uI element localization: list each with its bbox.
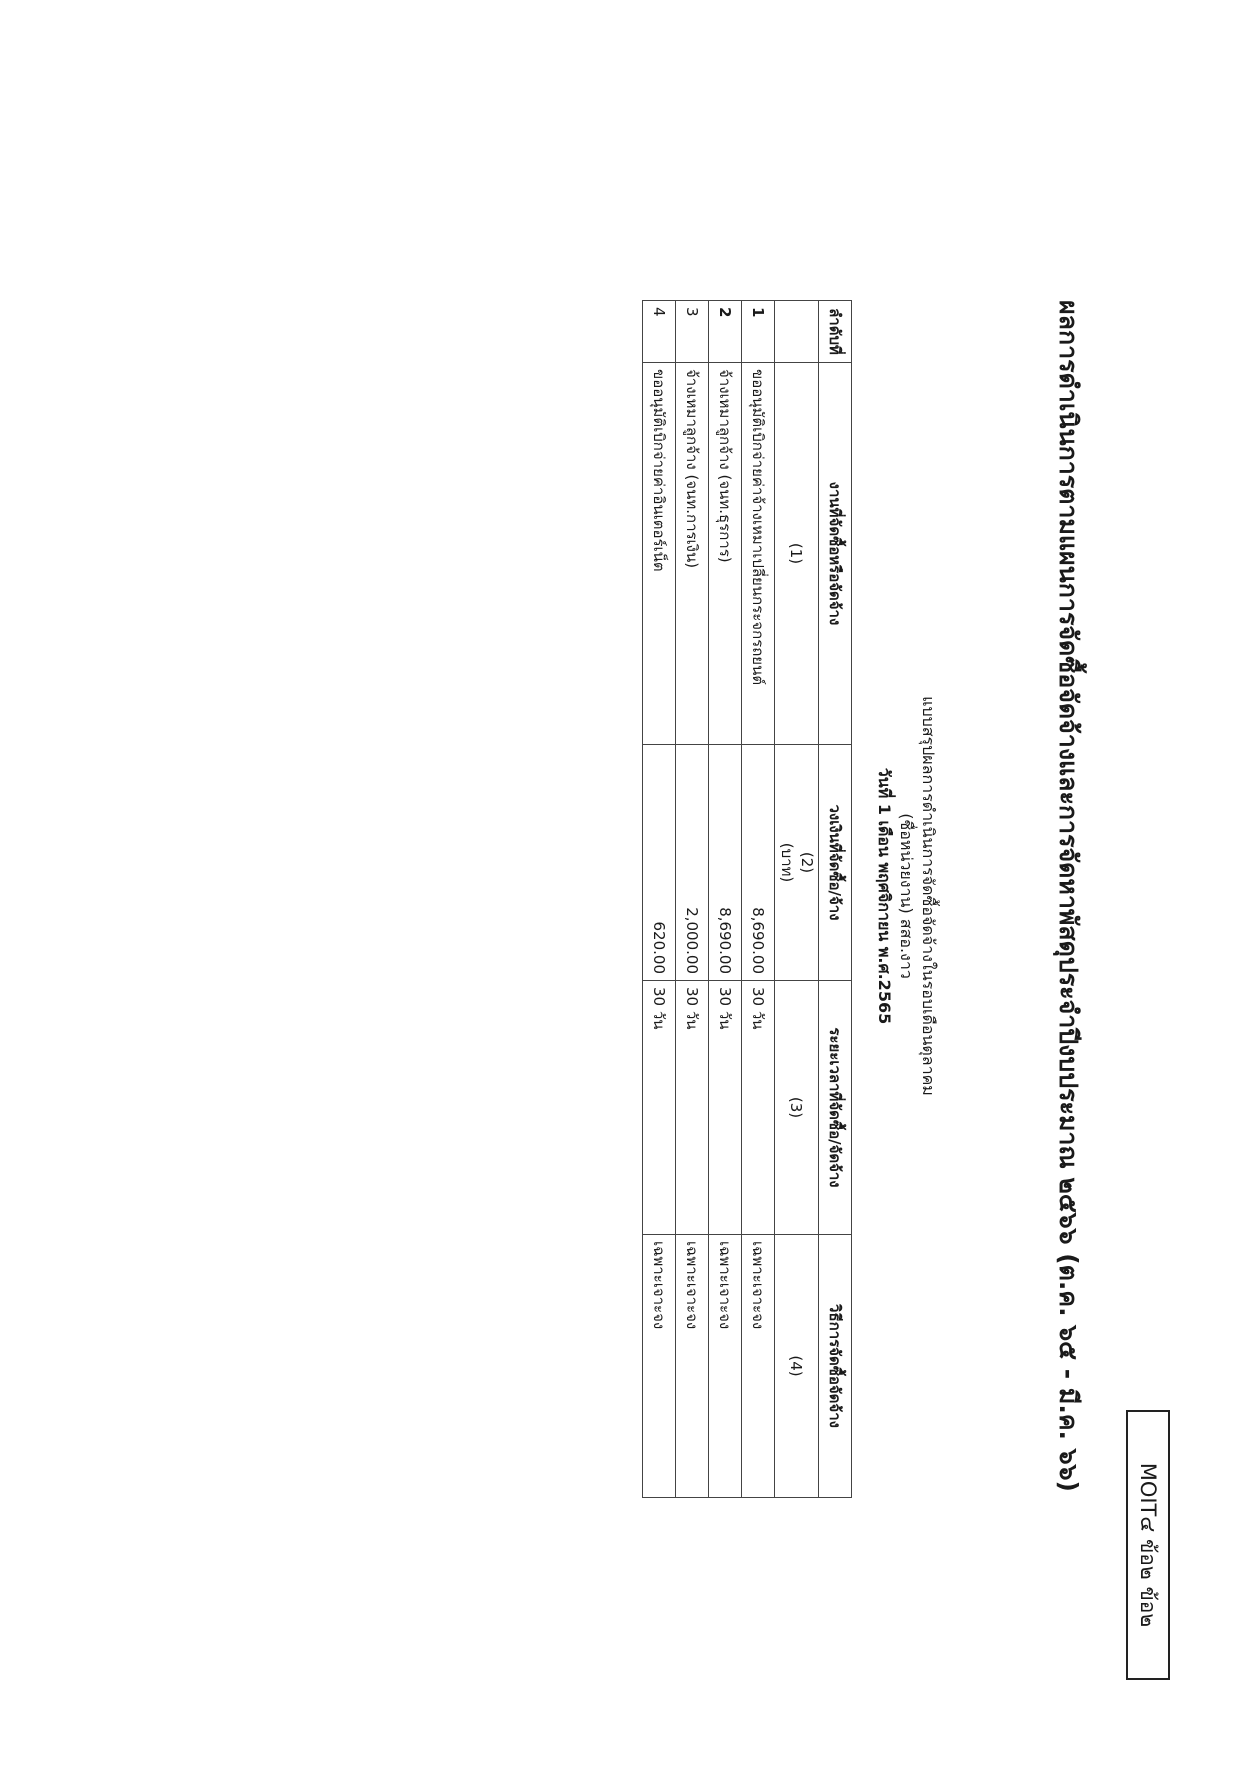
column-number-row [775,301,819,1498]
table-row [643,301,676,1498]
colnum-index [775,301,819,363]
table-row [742,301,775,1498]
row-amount: 2,000.00 [676,745,709,981]
header-method: วิธีการจัดซื้อจัดจ้าง [819,1235,852,1498]
row-duration: 30 วัน [676,981,709,1235]
document-title: ผลการดำเนินการตามแผนการจัดซื้อจัดจ้างและการจัดหาพัสดุประจำปีงบประมาณ ๒๕๖๖ (ต.ค. ๖๕ - มี.ค. ๖๖) [1054,300,1083,1492]
row-method: เฉพาะเจาะจง [676,1235,709,1498]
colnum-item: (1) [775,363,819,745]
header-index: ลำดับที่ [819,301,852,363]
table-header-row [819,301,852,1498]
moit-badge: MOIT๔ ข้อ๒ ข้อ๒ [1126,1410,1170,1680]
agency-name: (ชื่อหน่วยงาน) สสอ.งาว [897,813,916,979]
row-amount: 8,690.00 [742,745,775,981]
report-date: วันที่ 1 เดือน พฤศจิกายน พ.ศ.2565 [875,767,894,1025]
row-item: ขออนุมัติเบิกจ่ายค่าจ้างเหมาเปลี่ยนกระจกรถยนต์ [742,363,775,745]
row-amount: 620.00 [643,745,676,981]
table-row [709,301,742,1498]
row-index: 4 [643,301,676,363]
row-duration: 30 วัน [709,981,742,1235]
header-item: งานที่จัดซื้อหรือจัดจ้าง [819,363,852,745]
row-item: ขออนุมัติเบิกจ่ายค่าอินเตอร์เน็ต [643,363,676,745]
row-item: จ้างเหมาลูกจ้าง (จนท.การเงิน) [676,363,709,745]
procurement-table [642,300,852,1498]
colnum-method: (4) [775,1235,819,1498]
row-index: 2 [709,301,742,363]
row-method: เฉพาะเจาะจง [643,1235,676,1498]
colnum-amount: (2) (บาท) [775,745,819,981]
header-duration: ระยะเวลาที่จัดซื้อ/จัดจ้าง [819,981,852,1235]
colnum-duration: (3) [775,981,819,1235]
row-method: เฉพาะเจาะจง [709,1235,742,1498]
row-index: 1 [742,301,775,363]
row-amount: 8,690.00 [709,745,742,981]
row-index: 3 [676,301,709,363]
table-row [676,301,709,1498]
row-duration: 30 วัน [742,981,775,1235]
row-item: จ้างเหมาลูกจ้าง (จนท.ธุรการ) [709,363,742,745]
report-subtitle: แบบสรุปผลการดำเนินการจัดซื้อจัดจ้างในรอบเดือนตุลาคม [919,696,938,1096]
row-method: เฉพาะเจาะจง [742,1235,775,1498]
header-amount: วงเงินที่จัดซื้อ/จ้าง [819,745,852,981]
row-duration: 30 วัน [643,981,676,1235]
